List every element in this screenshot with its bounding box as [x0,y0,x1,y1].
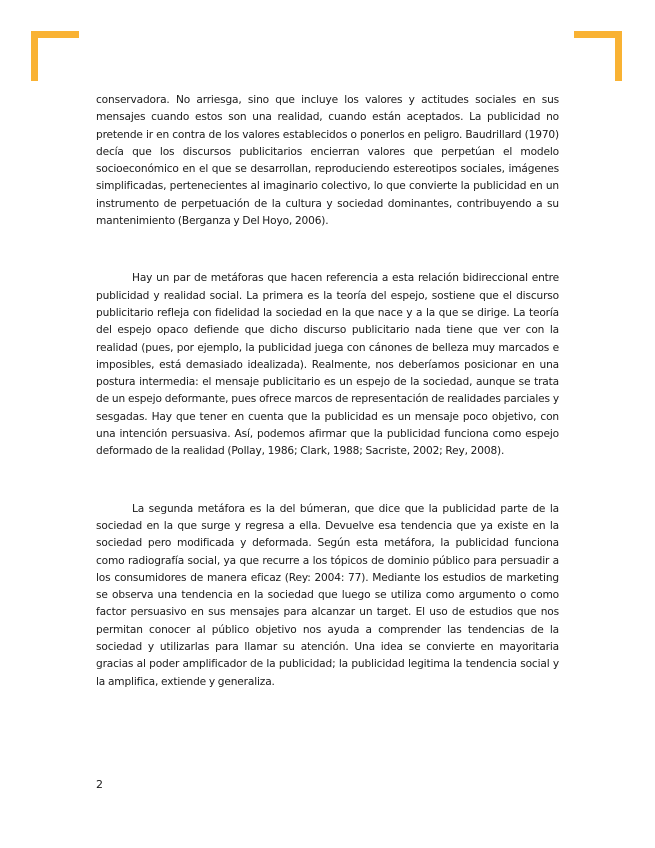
page-number: 2 [96,778,103,791]
paragraph-2: Hay un par de metáforas que hacen referencia a esta relación bidireccional entre publicidad y realidad social. La primera es la teoría del espejo, sostiene que el discurso publicitario refleja con fidelidad la sociedad en la que nace y a la que se dirige. La teoría del espejo opaco defiende que dicho discurso publicitario nada tiene que ver con la realidad (pues, por ejemplo, la publicidad juega con cánones de belleza muy marcados e imposibles, está demasiado idealizada). Realmente, nos deberíamos posicionar en una postura intermedia: el mensaje publicitario es un espejo de la sociedad, aunque se trata de un espejo deformante, pues ofrece marcos de representación de realidades parciales y sesgadas. Hay que tener en cuenta que la publicidad es un mensaje poco objetivo, con una intención persuasiva. Así, podemos afirmar que la publicidad funciona como espejo deformado de la realidad (Pollay, 1986; Clark, 1988; Sacriste, 2002; Rey, 2008). [96,272,559,458]
document-body [96,92,559,691]
paragraph-1: conservadora. No arriesga, sino que incluye los valores y actitudes sociales en sus mensajes cuando estos son una realidad, cuando están aceptados. La publicidad no pretende ir en contra de los valores establecidos o ponerlos en peligro. Baudrillard (1970) decía que los discursos publicitarios encierran valores que perpetúan el modelo socioeconómico en el que se desarrollan, reproduciendo estereotipos sociales, imágenes simplificadas, pertenecientes al imaginario colectivo, lo que convierte la publicidad en un instrumento de perpetuación de la cultura y sociedad dominantes, contribuyendo a su mantenimiento (Berganza y Del Hoyo, 2006). [96,94,559,228]
corner-bracket-top-right [574,31,622,81]
paragraph-3: La segunda metáfora es la del búmeran, que dice que la publicidad parte de la sociedad en la que surge y regresa a ella. Devuelve esa tendencia que ya existe en la sociedad pero modificada y deformada. Según esta metáfora, la publicidad funciona como radiografía social, ya que recurre a los tópicos de dominio público para persuadir a los consumidores de manera eficaz (Rey: 2004: 77). Mediante los estudios de marketing se observa una tendencia en la sociedad que luego se utiliza como argumento o como factor persuasivo en sus mensajes para alcanzar un target. El uso de estudios que nos permitan conocer al público objetivo nos ayuda a comprender las tendencias de la sociedad y utilizarlas para llamar su atención. Una idea se convierte en mayoritaria gracias al poder amplificador de la publicidad; la publicidad legitima la tendencia social y la amplifica, extiende y generaliza. [96,502,559,688]
corner-bracket-top-left [31,31,79,81]
